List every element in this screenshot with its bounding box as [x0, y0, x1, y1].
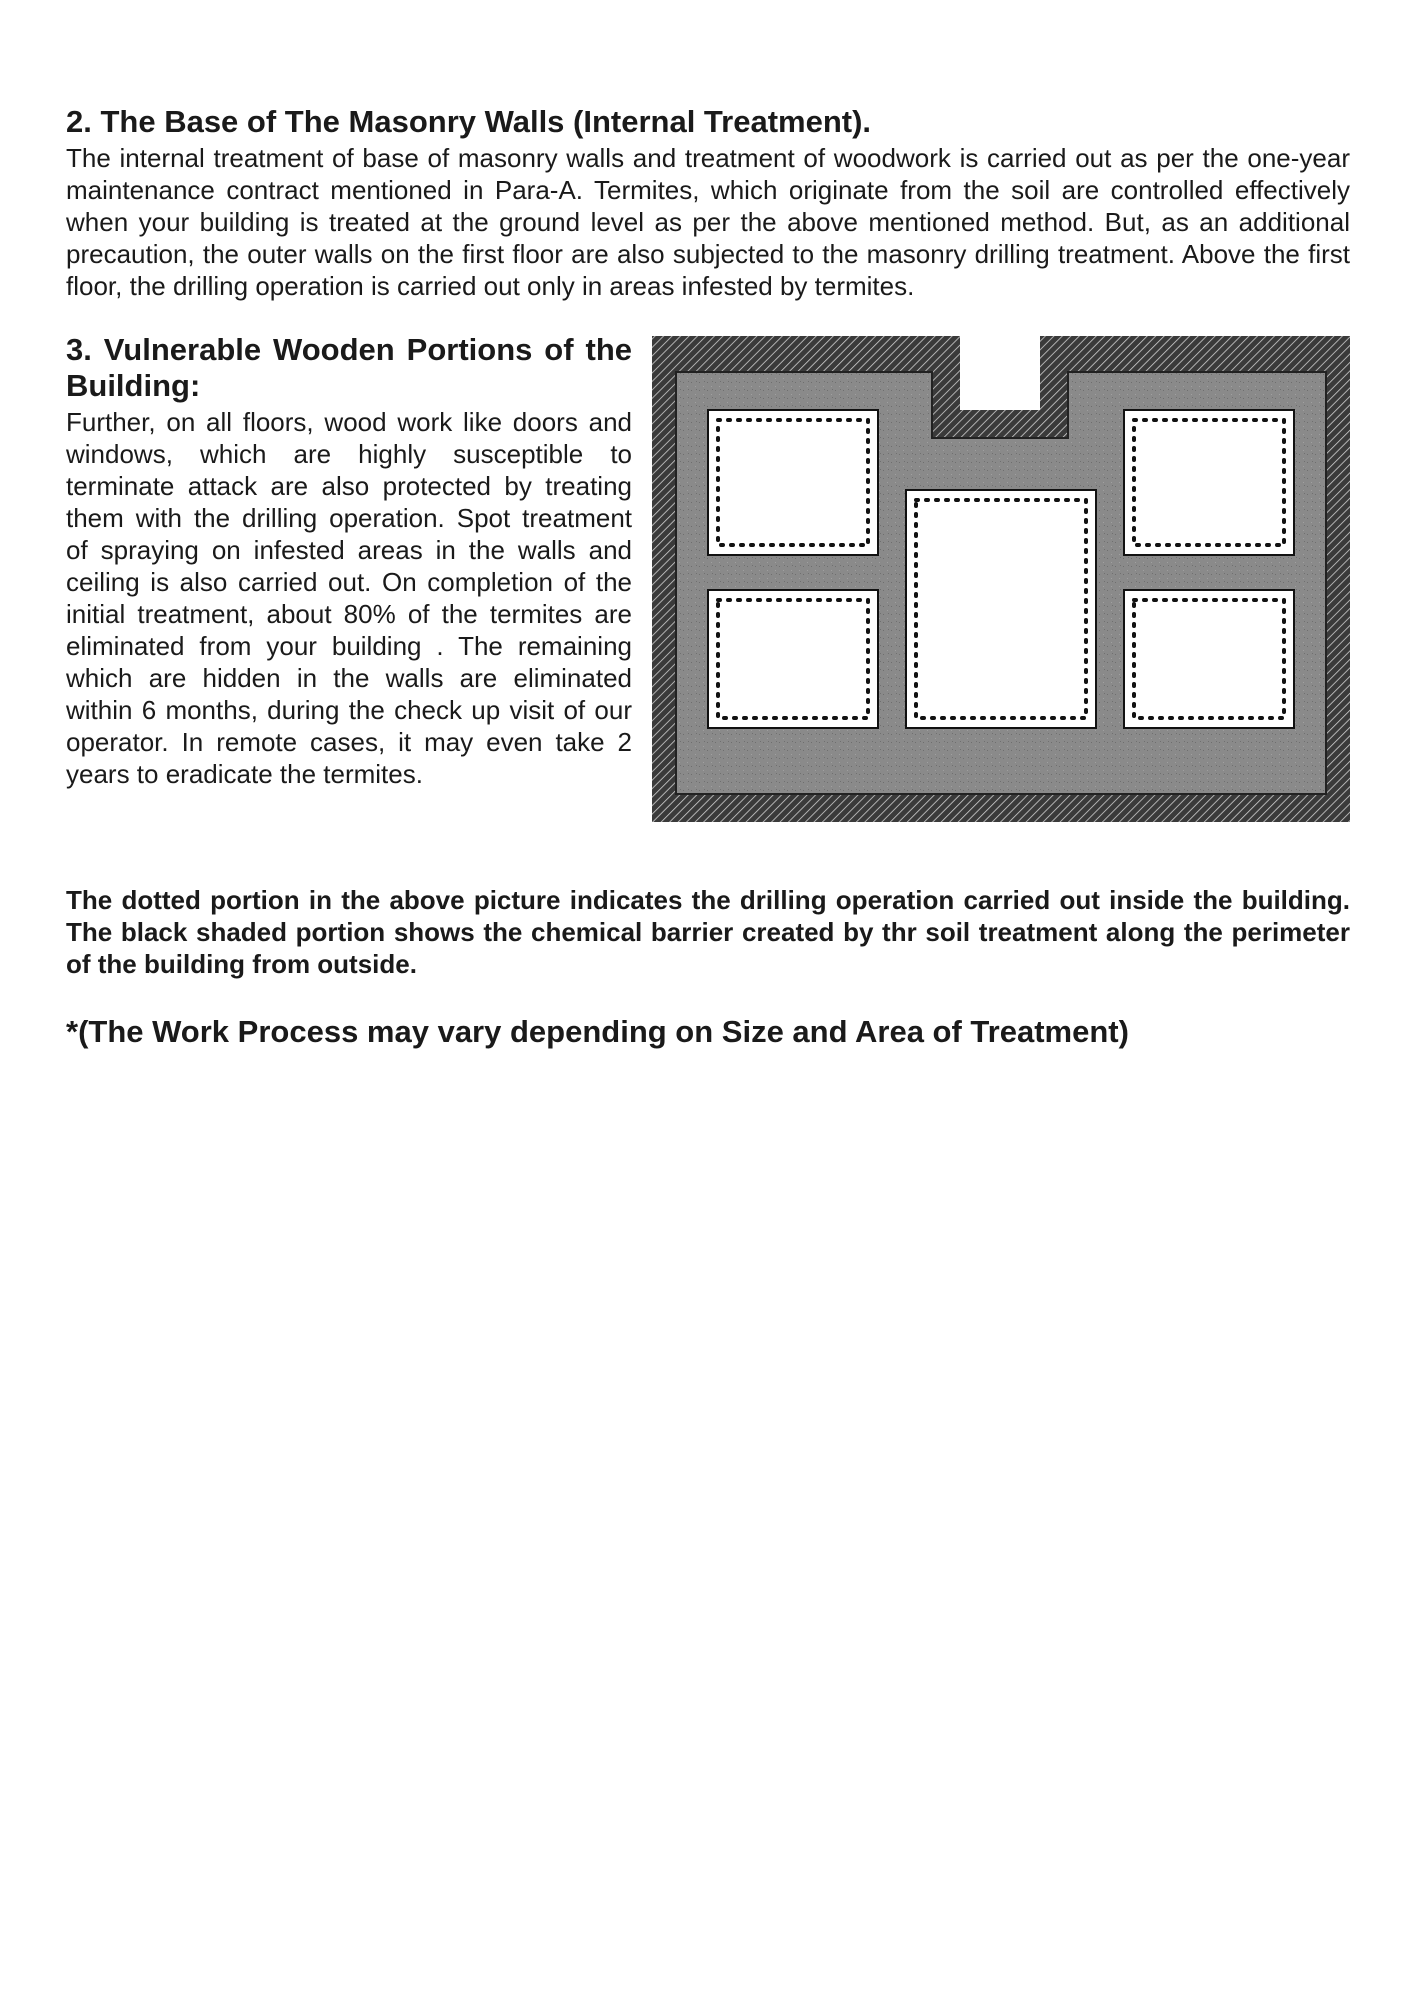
room-center: [906, 490, 1096, 728]
room-top-left: [708, 410, 878, 555]
section-2-body: The internal treatment of base of masonry walls and treatment of woodwork is carried out as per the one-year maintenance contract mentioned in Para-A. Termites, which originate from the soil are controlled effectively when your building is treated at the ground level as per the above mentioned method. But, as an additional precaution, the outer walls on the first floor are also subjected to the masonry drilling treatment. Above the first floor, the drilling operation is carried out only in areas infested by termites.: [66, 143, 1350, 301]
room-bottom-left: [708, 590, 878, 728]
section-3-body: Further, on all floors, wood work like doors and windows, which are highly susceptible to terminate attack are also protected by treating them with the drilling operation. Spot treatment of spraying on infested areas in the walls and ceiling is also carried out. On completion of the initial treatment, about 80% of the termites are eliminated from your building . The remaining which are hidden in the walls are eliminated within 6 months, during the check up visit of our operator. In remote cases, it may even take 2 years to eradicate the termites.: [66, 407, 632, 789]
room-bottom-right: [1124, 590, 1294, 728]
section-3-heading: 3. Vulnerable Wooden Portions of the Building:: [66, 332, 632, 403]
work-process-disclaimer: *(The Work Process may vary depending on Size and Area of Treatment): [66, 1014, 1129, 1049]
room-top-right: [1124, 410, 1294, 555]
building-floor-plan-figure: [650, 332, 1352, 826]
figure-explanation-note: The dotted portion in the above picture indicates the drilling operation carried out inside the building. The black shaded portion shows the chemical barrier created by thr soil treatment along the perimeter of the building from outside.: [66, 885, 1350, 979]
section-2-heading: 2. The Base of The Masonry Walls (Internal Treatment).: [66, 104, 872, 139]
